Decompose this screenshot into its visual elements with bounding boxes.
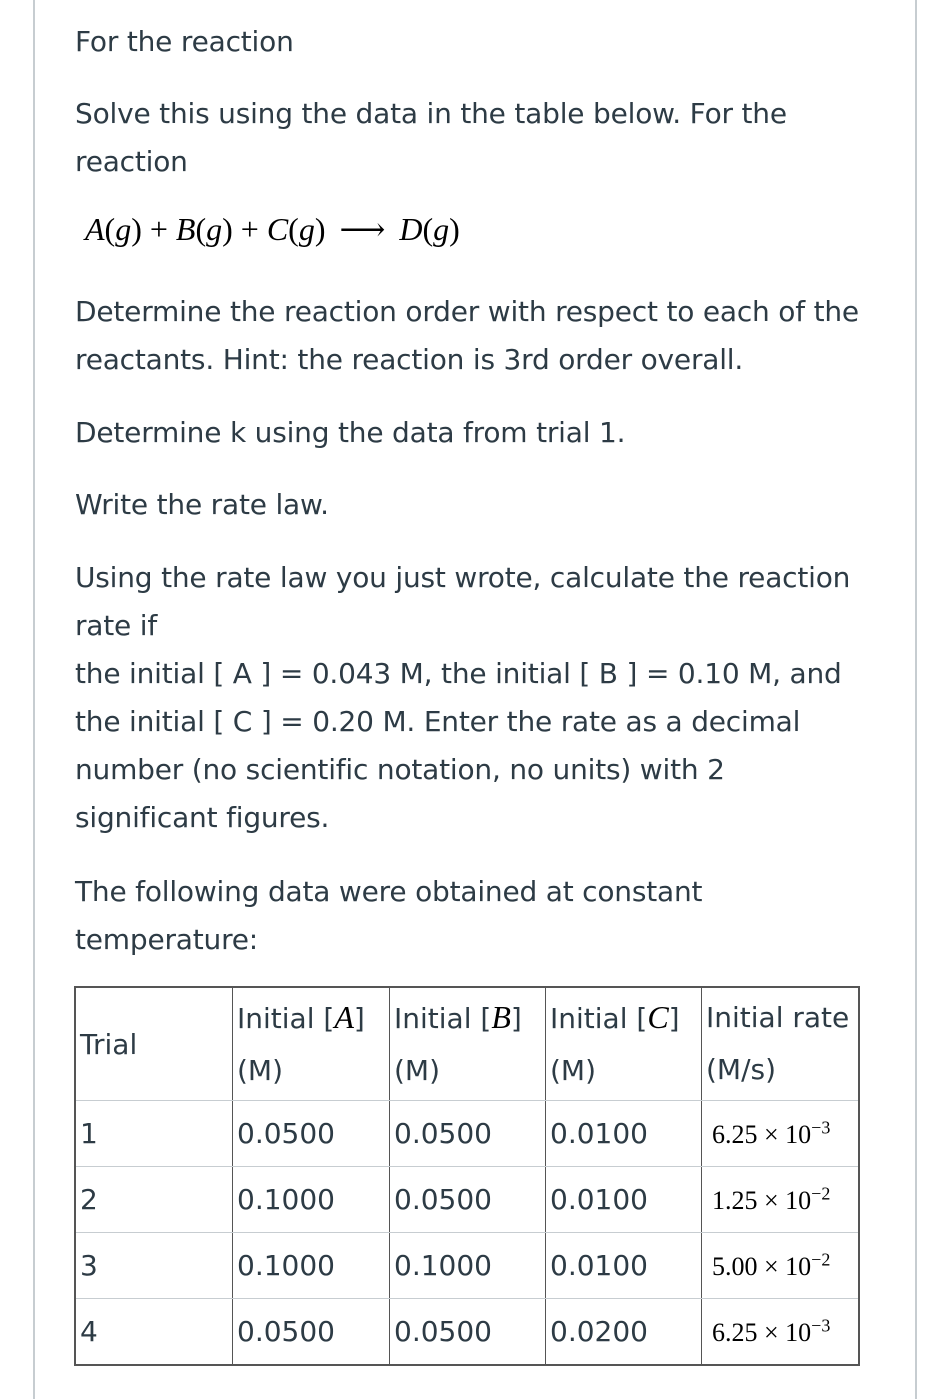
cell-trial: 3 bbox=[75, 1233, 233, 1299]
header-rate-unit: (M/s) bbox=[706, 1053, 777, 1086]
cell-trial: 4 bbox=[75, 1299, 233, 1366]
cell-rate bbox=[702, 1167, 860, 1233]
rate-base: 10 bbox=[785, 1252, 812, 1281]
rate-base: 10 bbox=[785, 1186, 812, 1215]
header-trial-label: Trial bbox=[80, 1027, 138, 1061]
paragraph-solve-line2: reaction bbox=[75, 145, 188, 178]
rate-mantissa: 5.00 bbox=[712, 1252, 758, 1281]
table-row bbox=[75, 1233, 859, 1299]
eq-phase-c: g bbox=[298, 211, 315, 247]
paragraph-data-line1: The following data were obtained at constant bbox=[75, 875, 703, 908]
eq-arrow: ⟶ bbox=[339, 211, 386, 247]
header-b-symbol: B bbox=[491, 999, 511, 1035]
cell-rate bbox=[702, 1101, 860, 1167]
cell-c: 0.0200 bbox=[546, 1299, 702, 1366]
header-rate-label: Initial rate bbox=[706, 1001, 850, 1034]
header-rate bbox=[702, 987, 860, 1101]
header-a-unit: (M) bbox=[237, 1054, 284, 1087]
paragraph-calculate-line3: the initial [ A ] = 0.043 M, the initial [ B ] = 0.10 M, and bbox=[75, 657, 842, 690]
header-c-initial: Initial bbox=[550, 1002, 628, 1035]
data-table bbox=[74, 986, 860, 1366]
rate-exponent: −3 bbox=[811, 1117, 831, 1138]
cell-trial: 1 bbox=[75, 1101, 233, 1167]
rate-base: 10 bbox=[785, 1120, 812, 1149]
paragraph-data-intro bbox=[75, 868, 702, 964]
rate-exponent: −2 bbox=[811, 1249, 831, 1270]
rate-mantissa: 6.25 bbox=[712, 1120, 758, 1149]
paragraph-intro: For the reaction bbox=[75, 25, 294, 58]
header-b-unit: (M) bbox=[394, 1054, 441, 1087]
header-trial bbox=[75, 987, 233, 1101]
eq-plus-1: + bbox=[149, 211, 168, 247]
cell-rate bbox=[702, 1299, 860, 1366]
paragraph-data-line2: temperature: bbox=[75, 923, 259, 956]
paragraph-calculate-line1: Using the rate law you just wrote, calculate the reaction bbox=[75, 561, 851, 594]
cell-b: 0.0500 bbox=[390, 1167, 546, 1233]
rate-mantissa: 1.25 bbox=[712, 1186, 758, 1215]
cell-rate bbox=[702, 1233, 860, 1299]
cell-trial: 2 bbox=[75, 1167, 233, 1233]
table-row bbox=[75, 1299, 859, 1366]
cell-a: 0.0500 bbox=[233, 1101, 390, 1167]
header-c-unit: (M) bbox=[550, 1054, 597, 1087]
eq-species-c: C bbox=[266, 211, 289, 247]
paragraph-rate-law: Write the rate law. bbox=[75, 488, 329, 521]
paragraph-calculate-line5: number (no scientific notation, no units) with 2 bbox=[75, 753, 725, 786]
times-sign: × bbox=[764, 1120, 779, 1149]
header-a-initial: Initial bbox=[237, 1002, 315, 1035]
eq-phase-b: g bbox=[206, 211, 223, 247]
eq-species-d: D bbox=[399, 211, 423, 247]
cell-c: 0.0100 bbox=[546, 1167, 702, 1233]
paragraph-solve bbox=[75, 90, 787, 186]
paragraph-order-line1: Determine the reaction order with respect to each of the bbox=[75, 295, 859, 328]
eq-plus-2: + bbox=[240, 211, 259, 247]
cell-c: 0.0100 bbox=[546, 1101, 702, 1167]
cell-b: 0.0500 bbox=[390, 1299, 546, 1366]
header-a: Initial [A] (M) bbox=[233, 987, 390, 1101]
table-row bbox=[75, 1101, 859, 1167]
header-a-symbol: A bbox=[334, 999, 354, 1035]
times-sign: × bbox=[764, 1252, 779, 1281]
reaction-equation: A(g) + B(g) + C(g) ⟶ D(g) bbox=[85, 211, 460, 247]
eq-phase-a: g bbox=[115, 211, 132, 247]
cell-a: 0.1000 bbox=[233, 1167, 390, 1233]
cell-a: 0.1000 bbox=[233, 1233, 390, 1299]
header-c-symbol: C bbox=[647, 999, 669, 1035]
table-row bbox=[75, 1167, 859, 1233]
eq-phase-d: g bbox=[433, 211, 450, 247]
paragraph-order bbox=[75, 288, 859, 384]
paragraph-k: Determine k using the data from trial 1. bbox=[75, 416, 626, 449]
rate-base: 10 bbox=[785, 1318, 812, 1347]
rate-mantissa: 6.25 bbox=[712, 1318, 758, 1347]
cell-b: 0.0500 bbox=[390, 1101, 546, 1167]
paragraph-calculate-line6: significant figures. bbox=[75, 801, 330, 834]
header-b: Initial [B] (M) bbox=[390, 987, 546, 1101]
cell-b: 0.1000 bbox=[390, 1233, 546, 1299]
rate-exponent: −2 bbox=[811, 1183, 831, 1204]
eq-species-b: B bbox=[175, 211, 196, 247]
paragraph-calculate bbox=[75, 554, 850, 842]
paragraph-calculate-line2: rate if bbox=[75, 609, 158, 642]
header-c: Initial [C] (M) bbox=[546, 987, 702, 1101]
times-sign: × bbox=[764, 1186, 779, 1215]
header-b-initial: Initial bbox=[394, 1002, 472, 1035]
cell-c: 0.0100 bbox=[546, 1233, 702, 1299]
rate-exponent: −3 bbox=[811, 1315, 831, 1336]
paragraph-calculate-line4: the initial [ C ] = 0.20 M. Enter the rate as a decimal bbox=[75, 705, 801, 738]
table-header-row bbox=[75, 987, 859, 1101]
paragraph-order-line2: reactants. Hint: the reaction is 3rd order overall. bbox=[75, 343, 744, 376]
cell-a: 0.0500 bbox=[233, 1299, 390, 1366]
paragraph-solve-line1: Solve this using the data in the table below. For the bbox=[75, 97, 787, 130]
times-sign: × bbox=[764, 1318, 779, 1347]
eq-species-a: A bbox=[85, 211, 105, 247]
